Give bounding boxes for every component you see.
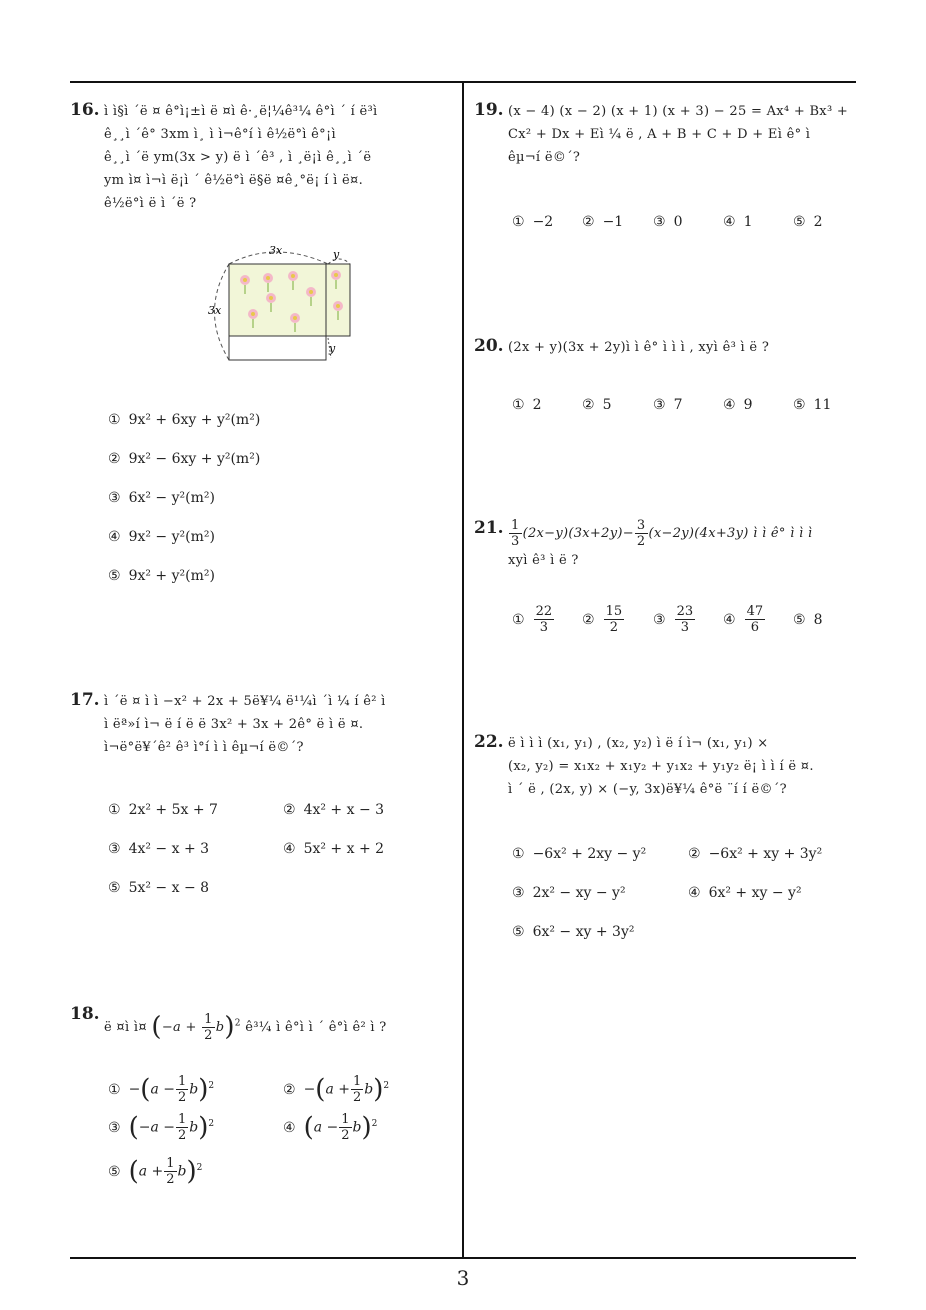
stem-line: ì ´ë ¤ ì ì −x² + 2x + 5ë¥¼ ë¹¼ì ´ì ¼ í ê² ì bbox=[104, 694, 386, 709]
choice-mark: ① bbox=[108, 412, 121, 428]
frac-num: 15 bbox=[605, 604, 623, 619]
choice-3[interactable] bbox=[653, 397, 682, 413]
choice-3[interactable]: ③ (−a − $\frac{1}{2}$ b)$^2$ bbox=[108, 1112, 215, 1143]
choice-mark: ③ bbox=[653, 214, 666, 230]
frac-den: 3 bbox=[539, 620, 548, 635]
choice-text: 7 bbox=[673, 397, 683, 413]
choice-4[interactable] bbox=[688, 885, 802, 901]
label-bottom-right: y bbox=[329, 342, 336, 355]
flower-garden-diagram bbox=[205, 242, 365, 367]
question-number: 16. bbox=[70, 100, 100, 120]
choice-tail: b bbox=[352, 1119, 362, 1136]
choice-mark: ⑤ bbox=[108, 880, 121, 896]
choice-tail: b bbox=[189, 1119, 199, 1136]
choice-4[interactable] bbox=[723, 214, 752, 230]
choice-5[interactable] bbox=[108, 880, 209, 896]
question-22 bbox=[474, 732, 859, 940]
choice-text: 9x² − y²(m²) bbox=[128, 529, 215, 545]
choice-text: 0 bbox=[673, 214, 683, 230]
stem-line: (2x + y)(3x + 2y)ì ì ê° ì ì ì , xyì ê³ ì ë ? bbox=[508, 340, 770, 355]
question-number: 22. bbox=[474, 732, 504, 752]
choice-5[interactable] bbox=[512, 924, 634, 940]
choice-mark: ⑤ bbox=[108, 568, 121, 584]
choice-3[interactable] bbox=[512, 885, 626, 901]
choice-1[interactable] bbox=[108, 802, 218, 818]
choice-text: 2 bbox=[813, 214, 823, 230]
choice-5[interactable] bbox=[108, 568, 215, 584]
choice-mark: ① bbox=[512, 846, 525, 862]
choice-mark: ② bbox=[582, 397, 595, 413]
frac-num: 22 bbox=[535, 604, 553, 619]
choice-sign: − bbox=[128, 1081, 141, 1098]
question-20 bbox=[474, 336, 859, 413]
stem-line: ë ì ì ì (x₁, y₁) , (x₂, y₂) ì ë í ì¬ (x₁, y₁) × bbox=[508, 736, 769, 751]
choice-4[interactable] bbox=[723, 604, 766, 635]
stem-line: ì ´ ë , (2x, y) × (−y, 3x)ë¥¼ ê°ë ¨í í ë©´? bbox=[508, 782, 787, 797]
choice-mark: ④ bbox=[108, 529, 121, 545]
choice-mark: ① bbox=[512, 611, 525, 628]
choice-text: 8 bbox=[813, 612, 823, 628]
choice-inner: a + bbox=[325, 1081, 350, 1098]
choice-inner: a + bbox=[138, 1163, 164, 1180]
choice-mark: ③ bbox=[653, 611, 666, 628]
question-number: 19. bbox=[474, 100, 504, 120]
choice-tail: b bbox=[189, 1081, 199, 1098]
stem-line: (x − 4) (x − 2) (x + 1) (x + 3) − 25 = Ax⁴ + Bx³ + bbox=[508, 104, 849, 119]
question-number: 17. bbox=[70, 690, 100, 710]
choice-mark: ⑤ bbox=[793, 397, 806, 413]
question-stem bbox=[104, 100, 455, 215]
choice-1[interactable] bbox=[512, 846, 646, 862]
choice-4[interactable] bbox=[283, 841, 384, 857]
choice-text: 2x² + 5x + 7 bbox=[128, 802, 218, 818]
choice-2[interactable] bbox=[582, 397, 611, 413]
question-stem bbox=[508, 732, 859, 801]
choice-5[interactable] bbox=[793, 214, 822, 230]
choice-4[interactable]: ④ (a − $\frac{1}{2}$ b)$^2$ bbox=[283, 1112, 378, 1143]
stem-line: ê½ë°ì ë ì ´ë ? bbox=[104, 196, 197, 211]
choice-text: 6x² + xy − y² bbox=[708, 885, 802, 901]
choice-2[interactable] bbox=[582, 604, 625, 635]
choice-mark: ① bbox=[108, 1081, 121, 1098]
choice-tail: b bbox=[364, 1081, 374, 1098]
choice-mark: ② bbox=[283, 1081, 296, 1098]
choice-2[interactable] bbox=[582, 214, 623, 230]
stem-part: (2x−y)(3x+2y)− bbox=[522, 526, 634, 541]
stem-line: (x₂, y₂) = x₁x₂ + x₁y₂ + y₁x₂ + y₁y₂ ë¡ ì ì í ë ¤. bbox=[508, 759, 814, 774]
choice-mark: ④ bbox=[688, 885, 701, 901]
stem-part: (x−2y)(4x+3y) ì ì ê° ì ì ì bbox=[648, 526, 813, 541]
choice-text: 9x² + y²(m²) bbox=[128, 568, 215, 584]
choice-mark: ⑤ bbox=[793, 214, 806, 230]
choice-3[interactable] bbox=[108, 490, 215, 506]
choice-mark: ① bbox=[108, 802, 121, 818]
choice-mark: ③ bbox=[653, 397, 666, 413]
choice-mark: ④ bbox=[283, 1119, 296, 1136]
question-18 bbox=[70, 1004, 455, 1187]
choice-mark: ① bbox=[512, 214, 525, 230]
stem-line: Cx² + Dx + Eì ¼ ë , A + B + C + D + Eì ê° ì bbox=[508, 127, 811, 142]
choice-5[interactable] bbox=[793, 397, 831, 413]
choice-text: 6x² − y²(m²) bbox=[128, 490, 215, 506]
frac-num: 23 bbox=[676, 604, 694, 619]
label-right: y bbox=[333, 248, 340, 261]
choice-text: 2x² − xy − y² bbox=[532, 885, 626, 901]
question-number: 21. bbox=[474, 518, 504, 538]
choice-text: −1 bbox=[602, 214, 624, 230]
choice-text: 11 bbox=[813, 397, 832, 413]
stem-text: ê³¼ ì ê°ì ì ´ ê°ì ê² ì ? bbox=[245, 1020, 387, 1035]
choice-mark: ② bbox=[582, 214, 595, 230]
stem-line: ì ëª»í ì¬ ë í ë ë 3x² + 3x + 2ê° ë ì ë ¤. bbox=[104, 717, 364, 732]
choice-mark: ④ bbox=[723, 611, 736, 628]
label-top: 3x bbox=[269, 244, 283, 257]
stem-line: ì ì§ì ´ë ¤ ê°ì¡±ì ë ¤ì ê·¸ë¦¼ê³¼ ê°ì ´ í ë³ì bbox=[104, 104, 378, 119]
choice-mark: ③ bbox=[108, 490, 121, 506]
choice-5[interactable]: ⑤ (a + $\frac{1}{2}$ b)$^2$ bbox=[108, 1156, 203, 1187]
question-stem bbox=[104, 690, 455, 759]
choice-inner: a − bbox=[150, 1081, 175, 1098]
choice-tail: b bbox=[177, 1163, 187, 1180]
choice-mark: ④ bbox=[723, 214, 736, 230]
choice-3[interactable] bbox=[653, 604, 696, 635]
question-17 bbox=[70, 690, 455, 896]
label-side: 3x bbox=[208, 304, 222, 317]
choice-mark: ② bbox=[108, 451, 121, 467]
page-number: 3 bbox=[456, 1266, 470, 1290]
choice-mark: ② bbox=[582, 611, 595, 628]
choice-1[interactable] bbox=[512, 397, 541, 413]
choice-mark: ⑤ bbox=[512, 924, 525, 940]
choice-1[interactable] bbox=[512, 214, 553, 230]
choice-mark: ④ bbox=[723, 397, 736, 413]
choice-mark: ③ bbox=[108, 1119, 121, 1136]
frac-den: 6 bbox=[750, 620, 759, 635]
question-stem bbox=[508, 518, 859, 572]
choice-2[interactable]: ② −(a + $\frac{1}{2}$ b)$^2$ bbox=[283, 1074, 390, 1105]
choice-text: 9x² − 6xy + y²(m²) bbox=[128, 451, 261, 467]
paren-close: ) bbox=[224, 1012, 235, 1042]
question-stem bbox=[508, 336, 859, 359]
choice-text: 5x² + x + 2 bbox=[303, 841, 385, 857]
stem-line: ì¬ë°ë¥´ê² ê³ ì°í ì ì êµ¬í ë©´? bbox=[104, 740, 304, 755]
choice-text: −6x² + xy + 3y² bbox=[708, 846, 823, 862]
choice-text: −6x² + 2xy − y² bbox=[532, 846, 647, 862]
choice-text: 9x² + 6xy + y²(m²) bbox=[128, 412, 261, 428]
stem-line: ê¸¸ì ´ë ym(3x > y) ë ì ´ê³ , ì ¸ë¡ì ê¸¸ì ´ë bbox=[104, 150, 372, 165]
choice-1[interactable] bbox=[108, 412, 260, 428]
choice-1[interactable] bbox=[512, 604, 555, 635]
choice-sign: − bbox=[303, 1081, 316, 1098]
choice-mark: ③ bbox=[512, 885, 525, 901]
stem-text: ë ¤ì ì¤ bbox=[104, 1020, 147, 1035]
question-19 bbox=[474, 100, 859, 230]
stem-line: êµ¬í ë©´? bbox=[508, 150, 581, 165]
choice-2[interactable] bbox=[688, 846, 822, 862]
choice-3[interactable] bbox=[108, 841, 209, 857]
stem-line: $\frac{1}{3}$ (2x−y)(3x+2y)− $\frac{3}{2}$ (x−2y)(4x+3y) ì ì ê° ì ì ì bbox=[511, 518, 813, 549]
choice-mark: ⑤ bbox=[108, 1163, 121, 1180]
choice-text: 6x² − xy + 3y² bbox=[532, 924, 635, 940]
choice-2[interactable] bbox=[108, 451, 260, 467]
choice-mark: ① bbox=[512, 397, 525, 413]
choice-4[interactable] bbox=[723, 397, 752, 413]
stem-line: ê¸¸ì ´ê° 3xm ì¸ ì ì¬ê°í ì ê½ë°ì ê°¡ì bbox=[104, 127, 336, 142]
choice-3[interactable] bbox=[653, 214, 682, 230]
stem-line: xyì ê³ ì ë ? bbox=[508, 553, 579, 568]
stem-line: ym ì¤ ì¬ì ë¡ì ´ ê½ë°ì ë§ë ¤ê¸°ë¡ í ì ë¤. bbox=[104, 173, 364, 188]
question-stem: ë ¤ì ì¤ (−a + $\frac{1}{2}$ b)$^2$ ê³¼ ì ê°ì ì ´ ê°ì ê² ì ? bbox=[104, 1012, 387, 1043]
frac-num: 47 bbox=[746, 604, 764, 619]
bottom-rule bbox=[70, 1257, 856, 1259]
choice-text: 9 bbox=[743, 397, 753, 413]
frac-den: 3 bbox=[680, 620, 689, 635]
choice-text: −2 bbox=[532, 214, 554, 230]
choice-text: 4x² + x − 3 bbox=[303, 802, 385, 818]
fraction-one-half: $\frac{1}{2}$ bbox=[204, 1012, 213, 1043]
column-divider bbox=[462, 83, 464, 1257]
choice-mark: ④ bbox=[283, 841, 296, 857]
choice-inner: a − bbox=[313, 1119, 339, 1136]
choice-4[interactable] bbox=[108, 529, 215, 545]
choice-inner: −a − bbox=[138, 1119, 175, 1136]
question-number: 20. bbox=[474, 336, 504, 356]
choice-mark: ② bbox=[283, 802, 296, 818]
choice-5[interactable] bbox=[793, 612, 822, 628]
choice-mark: ② bbox=[688, 846, 701, 862]
choice-text: 5 bbox=[602, 397, 612, 413]
choice-mark: ③ bbox=[108, 841, 121, 857]
frac-den: 2 bbox=[609, 620, 618, 635]
choice-text: 4x² − x + 3 bbox=[128, 841, 210, 857]
choice-text: 2 bbox=[532, 397, 542, 413]
question-16 bbox=[70, 100, 455, 584]
choice-1[interactable]: ① −(a − $\frac{1}{2}$ b)$^2$ bbox=[108, 1074, 215, 1105]
choice-mark: ⑤ bbox=[793, 612, 806, 628]
paren-open: ( bbox=[151, 1012, 162, 1042]
choice-text: 5x² − x − 8 bbox=[128, 880, 210, 896]
question-number: 18. bbox=[70, 1004, 100, 1024]
question-21 bbox=[474, 518, 859, 635]
question-stem bbox=[508, 100, 859, 169]
choice-2[interactable] bbox=[283, 802, 384, 818]
choice-text: 1 bbox=[743, 214, 753, 230]
